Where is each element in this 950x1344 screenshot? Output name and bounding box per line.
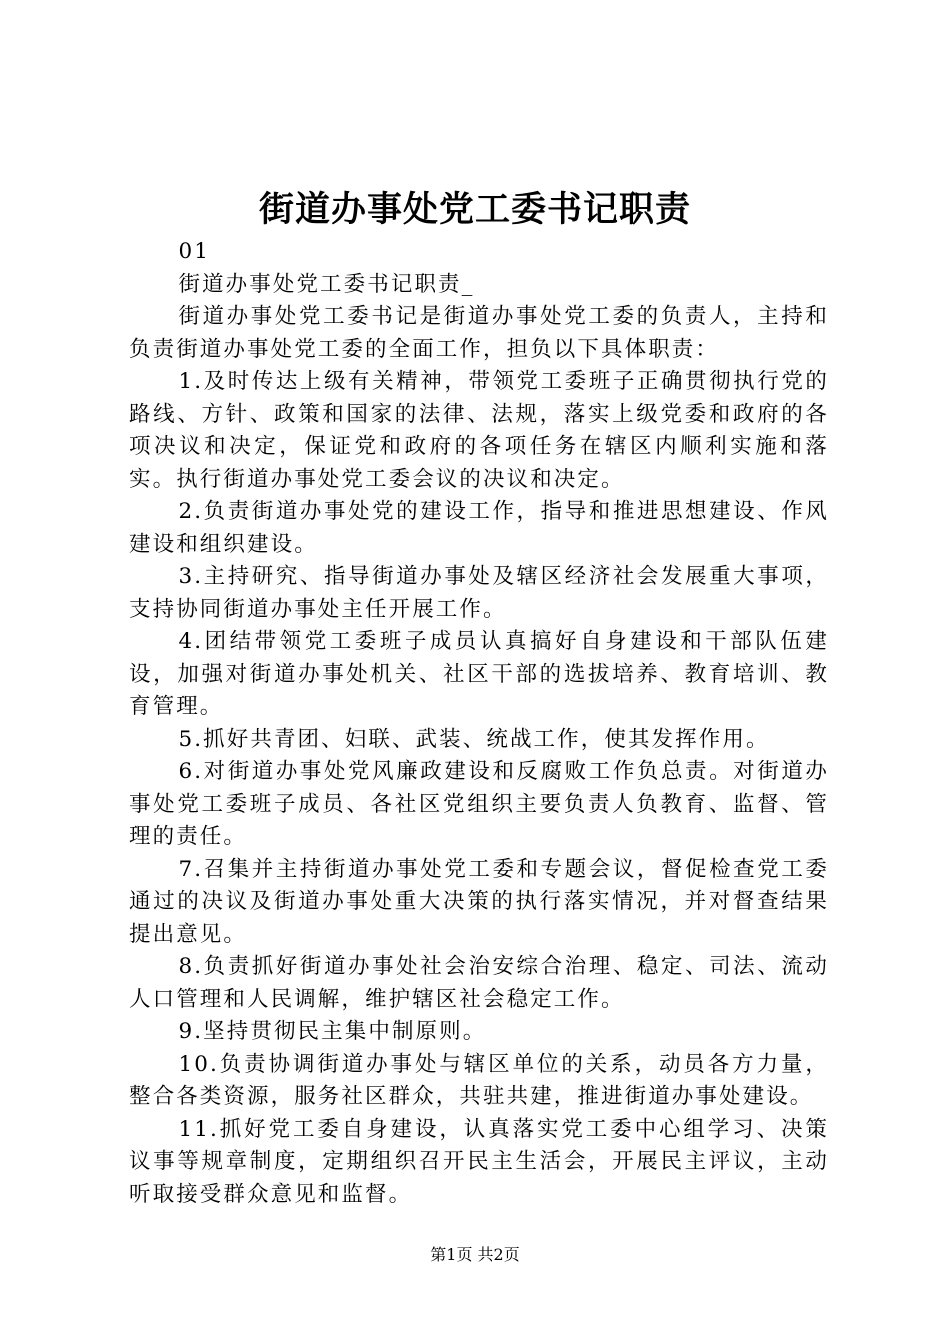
paragraph: 7.召集并主持街道办事处党工委和专题会议，督促检查党工委通过的决议及街道办事处重大决策的执行落实情况，并对督查结果提出意见。 <box>129 856 829 947</box>
document-title: 街道办事处党工委书记职责 <box>258 189 691 230</box>
paragraph: 8.负责抓好街道办事处社会治安综合治理、稳定、司法、流动人口管理和人民调解，维护辖区社会稳定工作。 <box>129 954 829 1012</box>
paragraph: 6.对街道办事处党风廉政建设和反腐败工作负总责。对街道办事处党工委班子成员、各社区党组织主要负责人负教育、监督、管理的责任。 <box>129 759 829 849</box>
paragraph: 9.坚持贯彻民主集中制原则。 <box>178 1019 487 1044</box>
paragraph: 10.负责协调街道办事处与辖区单位的关系，动员各方力量，整合各类资源，服务社区群众，共驻共建，推进街道办事处建设。 <box>129 1051 829 1109</box>
paragraph: 2.负责街道办事处党的建设工作，指导和推进思想建设、作风建设和组织建设。 <box>129 499 829 557</box>
paragraph: 3.主持研究、指导街道办事处及辖区经济社会发展重大事项，支持协同街道办事处主任开展工作。 <box>129 564 829 622</box>
paragraph: 街道办事处党工委书记职责_ <box>178 271 475 297</box>
page-footer: 第1页 共2页 <box>430 1245 520 1264</box>
paragraph: 11.抓好党工委自身建设，认真落实党工委中心组学习、决策议事等规章制度，定期组织召开民主生活会，开展民主评议，主动听取接受群众意见和监督。 <box>129 1116 829 1207</box>
paragraph: 4.团结带领党工委班子成员认真搞好自身建设和干部队伍建设，加强对街道办事处机关、社区干部的选拔培养、教育培训、教育管理。 <box>129 629 829 719</box>
paragraph: 5.抓好共青团、妇联、武装、统战工作，使其发挥作用。 <box>178 726 770 752</box>
document-body <box>129 236 829 1211</box>
paragraph: 街道办事处党工委书记是街道办事处党工委的负责人，主持和负责街道办事处党工委的全面工作，担负以下具体职责： <box>129 304 829 362</box>
paragraph: 1.及时传达上级有关精神，带领党工委班子正确贯彻执行党的路线、方针、政策和国家的法律、法规，落实上级党委和政府的各项决议和决定，保证党和政府的各项任务在辖区内顺利实施和落实。执行街道办事处党工委会议的决议和决定。 <box>129 369 829 492</box>
paragraph: 01 <box>178 239 210 264</box>
